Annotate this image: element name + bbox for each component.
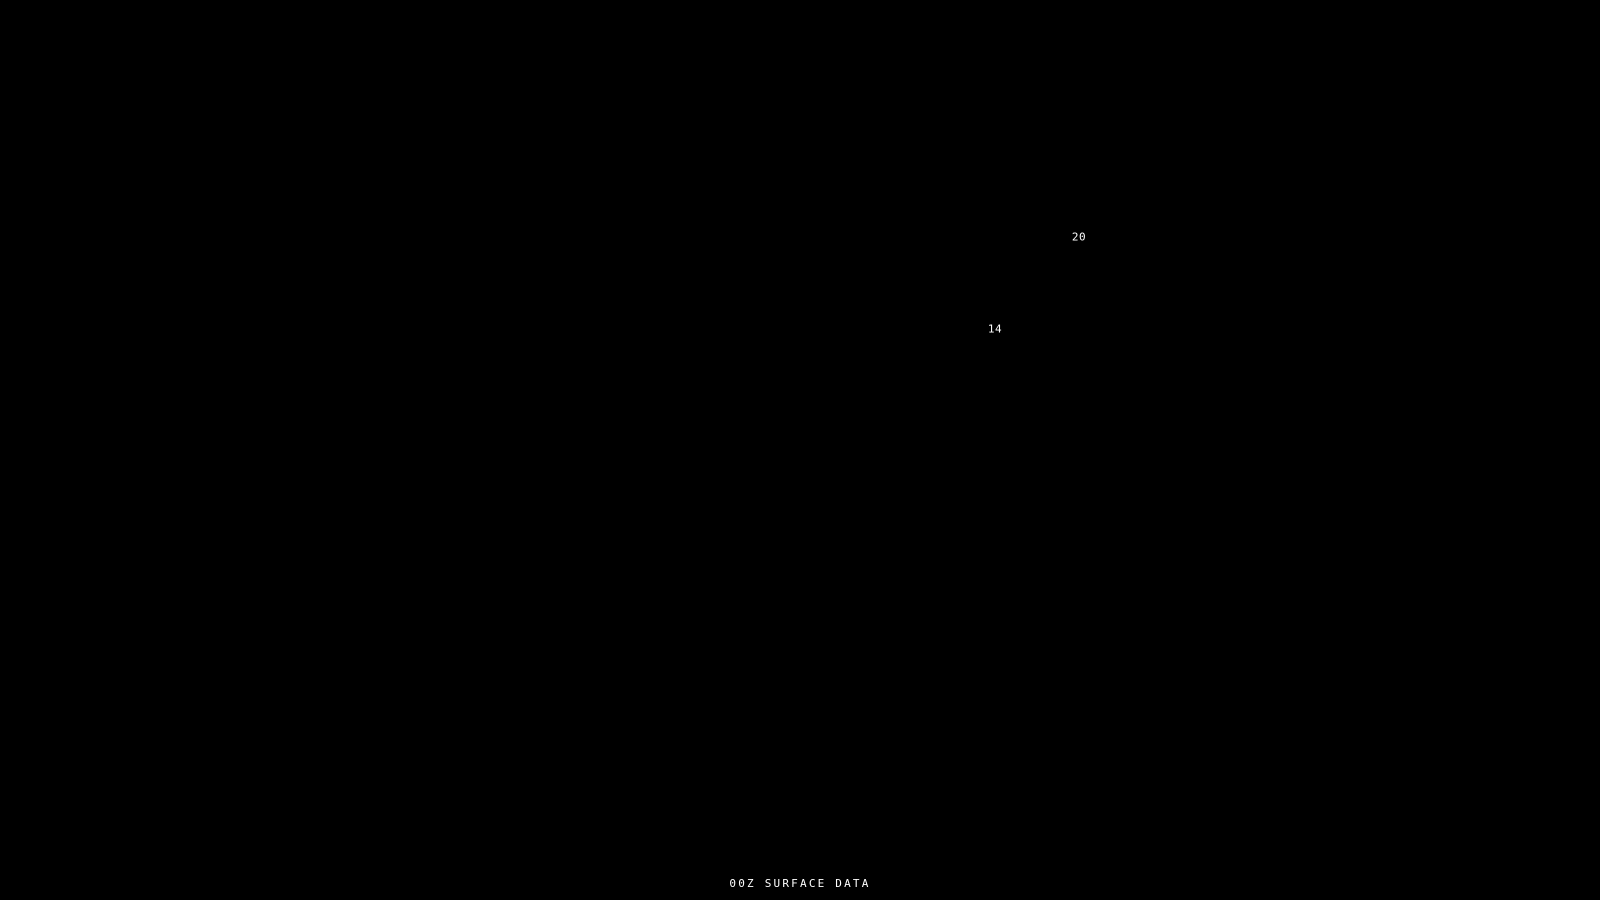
map-caption: 00Z SURFACE DATA — [729, 877, 871, 890]
station-observation-value: 20 — [1071, 230, 1087, 244]
station-observation-value: 14 — [987, 322, 1003, 336]
